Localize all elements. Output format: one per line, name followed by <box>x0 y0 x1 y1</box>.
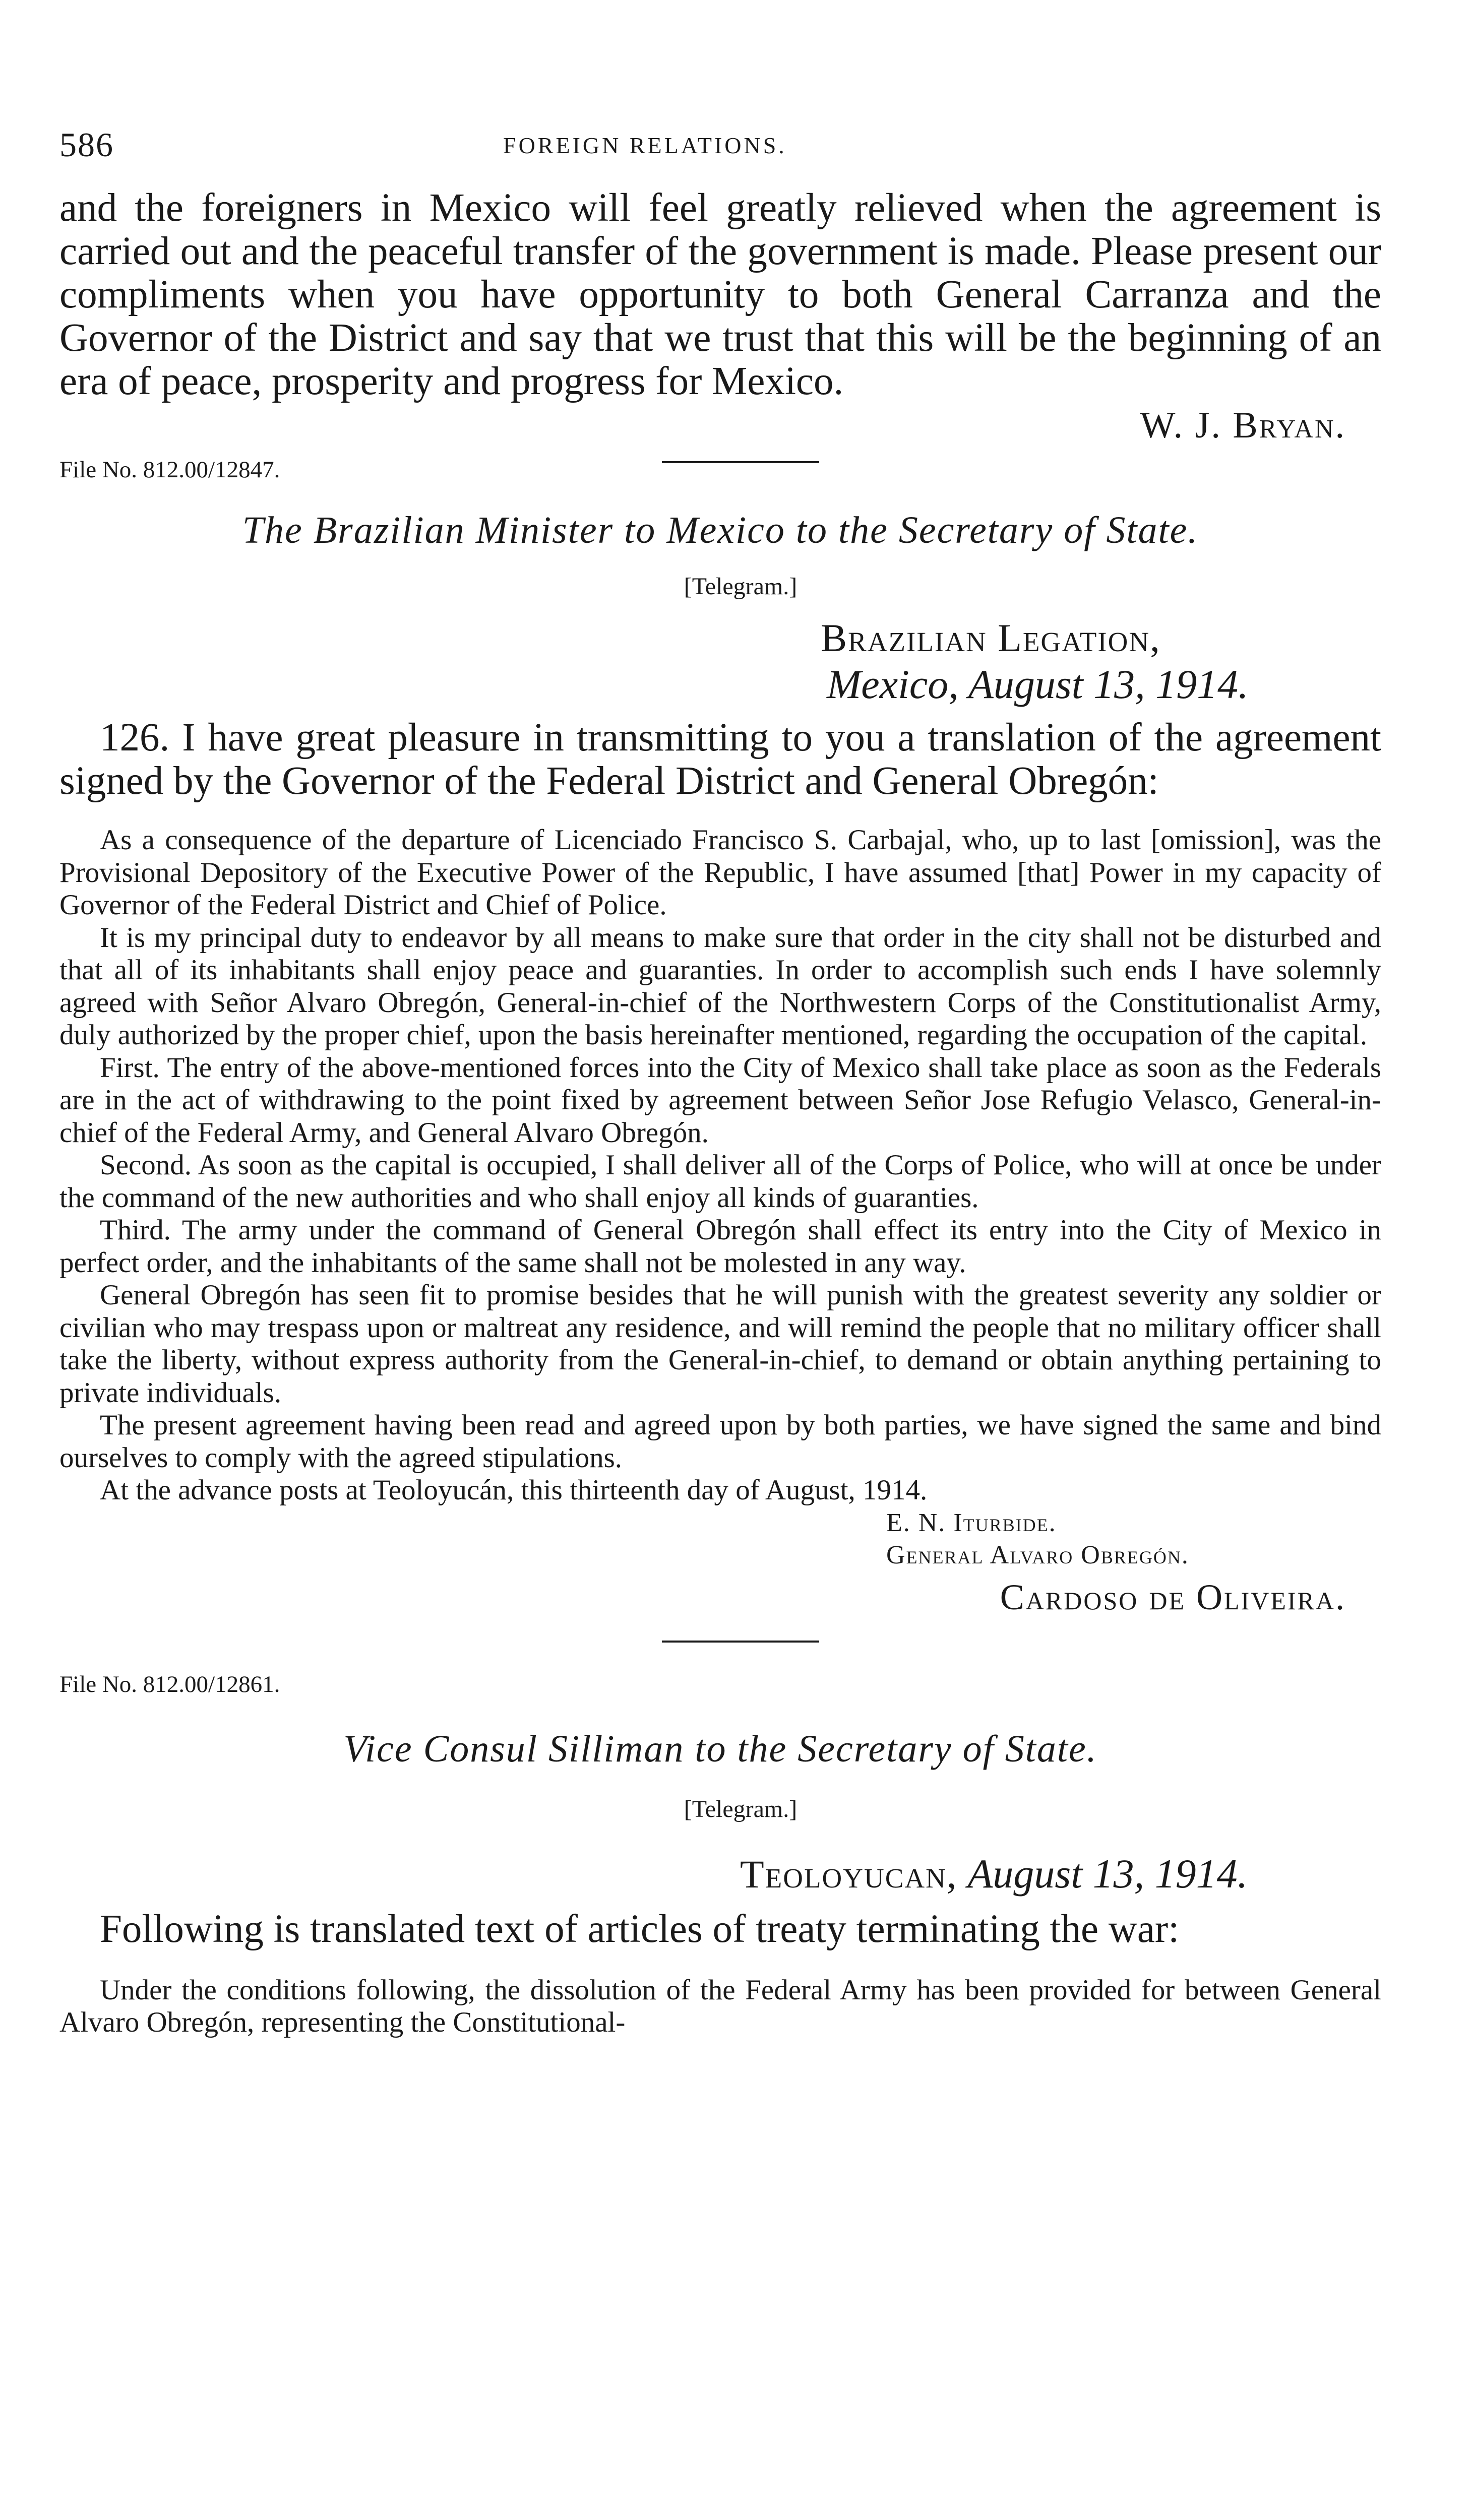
signer-iturbide: E. N. Iturbide. <box>886 1508 1057 1537</box>
running-head: FOREIGN RELATIONS. <box>503 133 787 158</box>
agreement-paragraph: Second. As soon as the capital is occupied, I shall deliver all of the Corps of Police, who will at once be under the command of the new authorities and who shall enjoy all kinds of guaranties. <box>59 1149 1381 1214</box>
page-number: 586 <box>59 125 114 164</box>
treaty-paragraph: Under the conditions following, the dissolution of the Federal Army has been provided for between General Alvaro Obregón, representing the Constitutional- <box>59 1974 1381 2038</box>
agreement-paragraph: It is my principal duty to endeavor by all means to make sure that order in the city shall not be disturbed and that all of its inhabitants shall enjoy peace and guaranties. In order to accomplish such ends I have solemnly agreed with Señor Alvaro Obregón, General-in-chief of the Northwestern Corps of the Constitutionalist Army, duly authorized by the proper chief, upon the basis hereinafter mentioned, regarding the occupation of the capital. <box>59 921 1381 1051</box>
file-number: File No. 812.00/12847. <box>59 457 280 483</box>
telegram-label: [Telegram.] <box>684 1795 798 1822</box>
date-line: Mexico, August 13, 1914. <box>827 661 1249 707</box>
place-line: Brazilian Legation, <box>821 616 1161 660</box>
section-divider <box>662 461 819 463</box>
continuation-paragraph: and the foreigners in Mexico will feel greatly relieved when the agreement is carried out and the peaceful transfer of the government is made. Please present our compliments when you have opportunity to both General Carranza and the Governor of the District and say that we trust that this will be the beginning of an era of peace, prosperity and progress for Mexico. <box>59 186 1381 403</box>
signature-cardoso: Cardoso de Oliveira. <box>1000 1577 1346 1617</box>
intro-paragraph: Following is translated text of articles of treaty terminating the war: <box>100 1907 1180 1951</box>
agreement-text <box>59 824 1381 1507</box>
agreement-paragraph: First. The entry of the above-mentioned forces into the City of Mexico shall take place as soon as the Federals are in the act of withdrawing to the point fixed by agreement between Señor Jose Refugio Velasco, General-in-chief of the Federal Army, and General Alvaro Obregón. <box>59 1051 1381 1149</box>
document-title: Vice Consul Silliman to the Secretary of State. <box>343 1727 1097 1770</box>
signature-bryan: W. J. Bryan. <box>1140 405 1346 446</box>
agreement-paragraph: Third. The army under the command of General Obregón shall effect its entry into the City of Mexico in perfect order, and the inhabitants of the same shall not be molested in any way. <box>59 1214 1381 1279</box>
agreement-paragraph: The present agreement having been read and agreed upon by both parties, we have signed the same and bind ourselves to comply with the agreed stipulations. <box>59 1409 1381 1474</box>
place-line: Teoloyucan, <box>740 1852 958 1896</box>
signer-obregon: General Alvaro Obregón. <box>886 1540 1189 1569</box>
intro-paragraph: 126. I have great pleasure in transmitting to you a translation of the agreement signed by the Governor of the Federal District and General Obregón: <box>59 716 1381 803</box>
document-title: The Brazilian Minister to Mexico to the Secretary of State. <box>242 509 1199 551</box>
place-date-line <box>59 1850 1381 1898</box>
agreement-paragraph: General Obregón has seen fit to promise besides that he will punish with the greatest severity any soldier or civilian who may trespass upon or maltreat any residence, and will remind the people that no military officer shall take the liberty, without express authority from the General-in-chief, to demand or obtain anything pertaining to private individuals. <box>59 1279 1381 1409</box>
telegram-label: [Telegram.] <box>684 573 798 600</box>
agreement-paragraph: At the advance posts at Teoloyucán, this thirteenth day of August, 1914. <box>100 1474 928 1506</box>
page-header <box>59 125 1381 165</box>
agreement-paragraph: As a consequence of the departure of Licenciado Francisco S. Carbajal, who, up to last [omission], was the Provisional Depository of the Executive Power of the Republic, I have assumed [that] Power in my capacity of Governor of the Federal District and Chief of Police. <box>59 824 1381 921</box>
section-divider <box>662 1641 819 1643</box>
file-number: File No. 812.00/12861. <box>59 1671 280 1697</box>
date-line: August 13, 1914. <box>967 1850 1248 1897</box>
